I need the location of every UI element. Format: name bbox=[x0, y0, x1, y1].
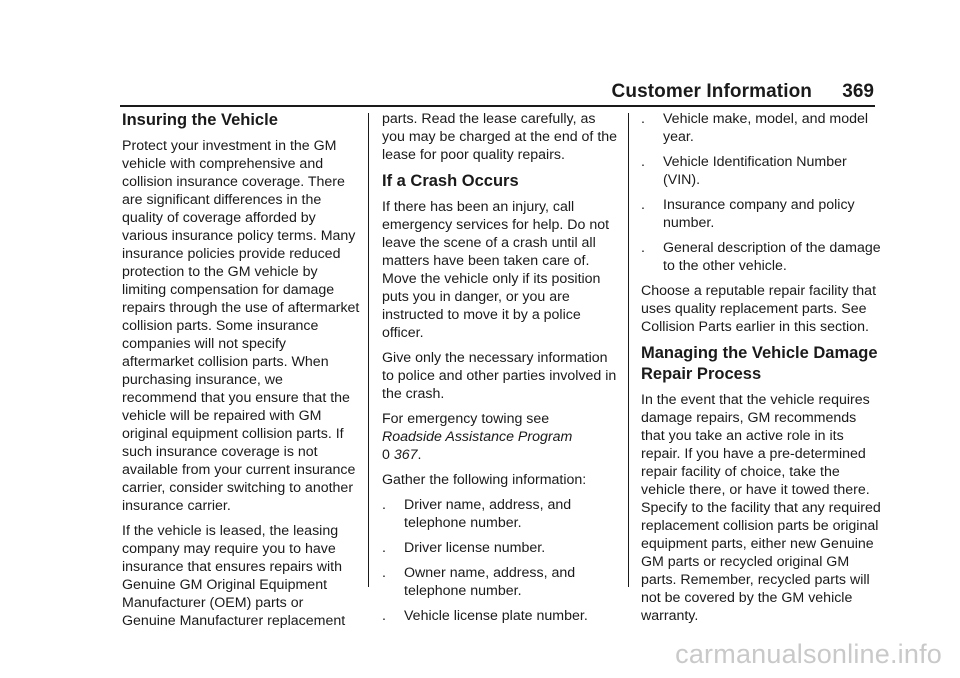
list-item-text: Insurance company and policy number. bbox=[663, 197, 855, 231]
list-item-text: General description of the damage to the other vehicle. bbox=[663, 240, 881, 274]
period: . bbox=[417, 447, 422, 463]
paragraph: In the event that the vehicle requires damage repairs, GM recommends that you take an active role in its repair. If you have a pre-determined repair facility of choice, take the vehicle there, or have it towed there. Specify to the facility that any required replacement collision parts be original equipment parts, either new Genuine GM parts or recycled original GM parts. Remember, recycled parts will not be covered by the GM vehicle warranty. bbox=[641, 392, 881, 624]
list-item bbox=[382, 607, 620, 625]
bullet-mark: . bbox=[641, 240, 645, 256]
bullet-mark: . bbox=[382, 565, 386, 581]
list-item bbox=[382, 496, 620, 532]
list-item bbox=[382, 539, 620, 557]
list-item-text: Driver license number. bbox=[404, 540, 546, 556]
bullet-mark: . bbox=[641, 111, 645, 127]
watermark: carmanualsonline.info bbox=[675, 639, 942, 669]
list-item bbox=[641, 110, 881, 146]
heading-crash-occurs: If a Crash Occurs bbox=[382, 172, 519, 190]
roadside-assistance-link[interactable]: Roadside Assistance Program bbox=[382, 429, 573, 445]
list-item-text: Owner name, address, and telephone number. bbox=[404, 565, 576, 599]
bullet-mark: . bbox=[641, 154, 645, 170]
heading-managing-damage: Managing the Vehicle Damage Repair Process bbox=[641, 344, 878, 383]
header-rule bbox=[120, 105, 875, 107]
list-item-text: Vehicle license plate number. bbox=[404, 608, 588, 624]
page-number: 369 bbox=[842, 81, 874, 102]
page-header bbox=[0, 0, 960, 110]
paragraph: Give only the necessary information to police and other parties involved in the crash. bbox=[382, 350, 617, 402]
list-item-text: Vehicle make, model, and model year. bbox=[663, 111, 869, 145]
paragraph: Protect your investment in the GM vehicle with comprehensive and collision insurance coverage. There are significant differences in the quality of coverage afforded by various insurance policy terms. Many insurance policies provide reduced protection to the GM vehicle by limiting compensation for damage repairs through the use of aftermarket collision parts. Some insurance companies will not specify aftermarket collision parts. When purchasing insurance, we recommend that you ensure that the vehicle will be repaired with GM original equipment collision parts. If such insurance coverage is not available from your current insurance carrier, consider switching to another insurance carrier. bbox=[122, 138, 360, 514]
paragraph: Gather the following information: bbox=[382, 472, 587, 488]
paragraph-repair-facility bbox=[641, 282, 881, 336]
section-title: Customer Information bbox=[611, 81, 812, 102]
bullet-mark: . bbox=[382, 608, 386, 624]
paragraph: If the vehicle is leased, the leasing company may require you to have insurance that ensures repairs with Genuine GM Original Equipment Manufacturer (OEM) parts or Genuine Manufacturer replacement bbox=[122, 523, 346, 629]
column-right bbox=[641, 110, 881, 632]
list-item bbox=[382, 564, 620, 600]
paragraph: parts. Read the lease carefully, as you may be charged at the end of the lease for poor quality repairs. bbox=[382, 111, 618, 163]
bullet-mark: . bbox=[382, 540, 386, 556]
bullet-mark: . bbox=[382, 497, 386, 513]
list-item bbox=[641, 196, 881, 232]
heading-insuring-vehicle: Insuring the Vehicle bbox=[122, 111, 278, 129]
collision-parts-link[interactable]: Collision Parts bbox=[641, 319, 732, 335]
list-item bbox=[641, 153, 881, 189]
list-item bbox=[641, 239, 881, 275]
page-ref-symbol: 0 bbox=[382, 447, 390, 463]
bullet-mark: . bbox=[641, 197, 645, 213]
column-divider bbox=[368, 113, 369, 587]
repair-text: Choose a reputable repair facility that uses quality replacement parts. See bbox=[641, 283, 877, 317]
column-left bbox=[122, 110, 360, 637]
repair-text-end: earlier in this section. bbox=[735, 319, 869, 335]
page-ref-link[interactable]: 367 bbox=[393, 447, 418, 463]
list-item-text: Driver name, address, and telephone number. bbox=[404, 497, 572, 531]
paragraph: If there has been an injury, call emergency services for help. Do not leave the scene of a crash until all matters have been taken care of. Move the vehicle only if its position puts you in danger, or you are instructed to move it by a police officer. bbox=[382, 199, 610, 341]
paragraph-towing bbox=[382, 410, 620, 464]
towing-text: For emergency towing see bbox=[382, 411, 550, 427]
column-divider bbox=[628, 113, 629, 587]
column-middle bbox=[382, 110, 620, 632]
list-item-text: Vehicle Identification Number (VIN). bbox=[663, 154, 847, 188]
